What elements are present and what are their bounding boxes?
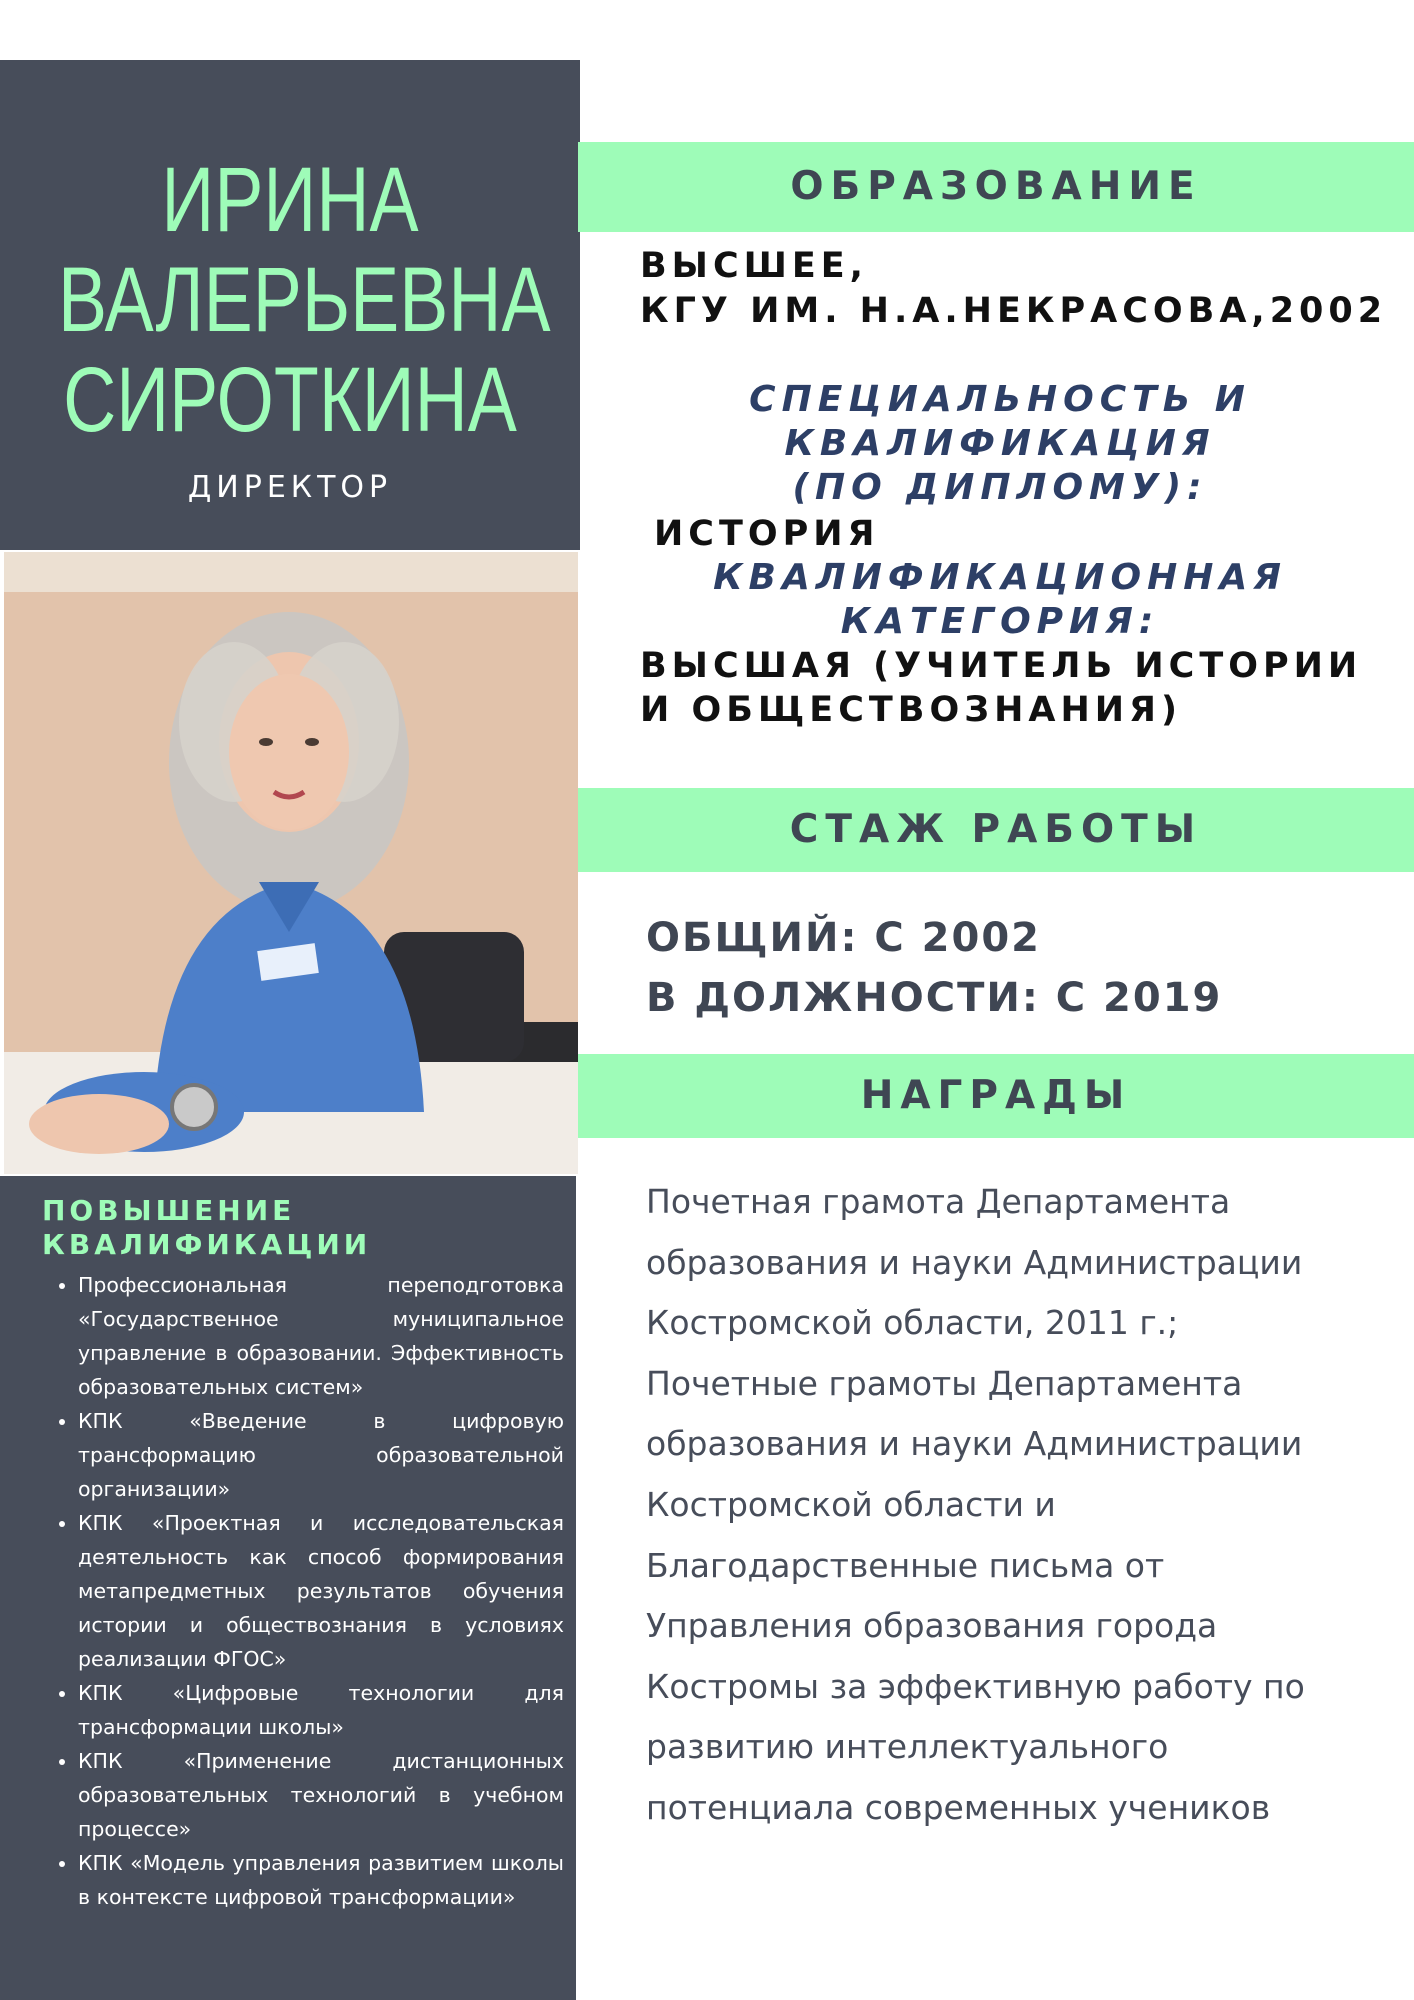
list-item: • КПК «Модель управления развитием школы в контексте цифровой трансформации» [78,1846,564,1914]
awards-heading: НАГРАДЫ [578,1054,1414,1138]
name-last: СИРОТКИНА [63,349,517,451]
name-first: ИРИНА [161,149,419,251]
qualification-list [42,1268,564,1914]
person-name [58,149,551,451]
specialty-value: ИСТОРИЯ [654,514,880,554]
experience-details [646,908,1386,1028]
experience-total: ОБЩИЙ: С 2002 [646,915,1042,961]
list-item: • Профессиональная переподготовка «Государственное муниципальное управление в образовании. Эффективность образовательных систем» [78,1268,564,1404]
list-item: • КПК «Цифровые технологии для трансформации школы» [78,1676,564,1744]
category-value: ВЫСШАЯ (УЧИТЕЛЬ ИСТОРИИ И ОБЩЕСТВОЗНАНИЯ) [640,646,1363,730]
experience-heading: СТАЖ РАБОТЫ [578,788,1414,872]
list-item: • КПК «Проектная и исследовательская деятельность как способ формирования метапредметных результатов обучения истории и обществознания в условиях реализации ФГОС» [78,1506,564,1676]
education-heading: ОБРАЗОВАНИЕ [578,142,1414,232]
category-label: КВАЛИФИКАЦИОННАЯ КАТЕГОРИЯ: [713,557,1287,642]
portrait-photo [4,552,578,1174]
education-institution: КГУ ИМ. Н.А.НЕКРАСОВА,2002 [640,291,1388,331]
position-title: ДИРЕКТОР [187,470,393,505]
list-item: • КПК «Введение в цифровую трансформацию образовательной организации» [78,1404,564,1506]
education-level: ВЫСШЕЕ, [640,246,868,286]
qualification-title: ПОВЫШЕНИЕ КВАЛИФИКАЦИИ [42,1194,372,1261]
awards-text: Почетная грамота Департамента образования и науки Администрации Костромской области, 2011 г.; Почетные грамоты Департамента образования и науки Администрации Костромской области и Благодарственные письма от Управления образования города Костромы за эффективную работу по развитию интеллектуального потенциала современных учеников [646,1182,1305,1827]
portrait-illustration [4,552,578,1174]
list-item: • КПК «Применение дистанционных образовательных технологий в учебном процессе» [78,1744,564,1846]
name-patronymic: ВАЛЕРЬЕВНА [58,249,551,351]
education-degree [640,244,1400,334]
experience-in-position: В ДОЛЖНОСТИ: С 2019 [646,975,1223,1021]
specialty-label: СПЕЦИАЛЬНОСТЬ И КВАЛИФИКАЦИЯ (ПО ДИПЛОМУ): [749,379,1251,508]
